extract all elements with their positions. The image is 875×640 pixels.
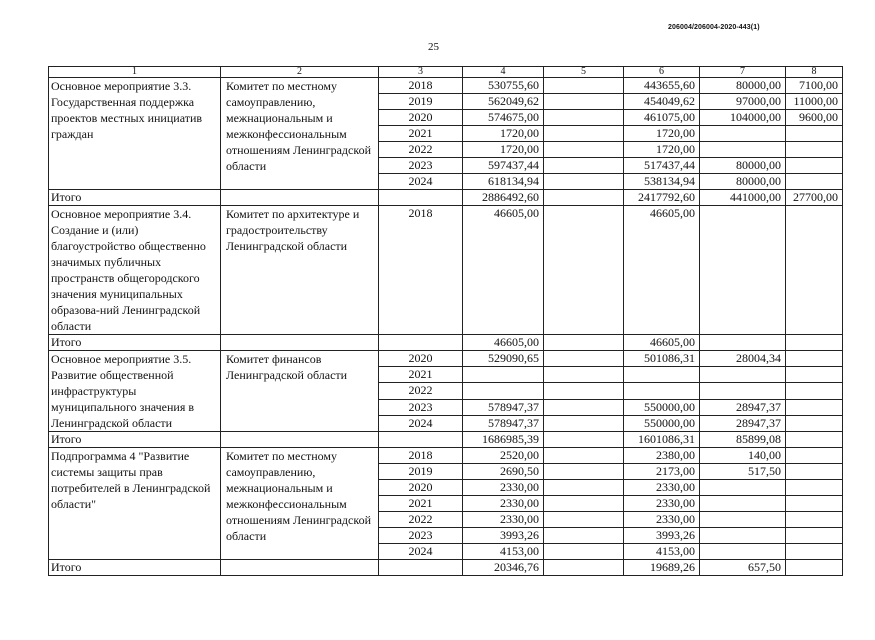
federal-budget-cell bbox=[544, 126, 624, 142]
year-cell: 2021 bbox=[379, 496, 463, 512]
regional-budget-cell: 461075,00 bbox=[624, 110, 700, 126]
federal-budget-cell bbox=[544, 560, 624, 576]
regional-budget-cell: 4153,00 bbox=[624, 544, 700, 560]
local-budget-cell: 657,50 bbox=[700, 560, 786, 576]
total-amount-cell: 530755,60 bbox=[463, 78, 544, 94]
page-number: 25 bbox=[428, 41, 439, 53]
total-amount-cell: 618134,94 bbox=[463, 174, 544, 190]
other-sources-cell bbox=[786, 174, 843, 190]
federal-budget-cell bbox=[544, 110, 624, 126]
column-header: 4 bbox=[463, 67, 544, 78]
local-budget-cell: 97000,00 bbox=[700, 94, 786, 110]
federal-budget-cell bbox=[544, 142, 624, 158]
local-budget-cell bbox=[700, 480, 786, 496]
year-cell: 2020 bbox=[379, 480, 463, 496]
other-sources-cell: 9600,00 bbox=[786, 110, 843, 126]
local-budget-cell: 85899,08 bbox=[700, 432, 786, 448]
year-cell: 2020 bbox=[379, 351, 463, 367]
local-budget-cell: 140,00 bbox=[700, 448, 786, 464]
total-label: Итого bbox=[49, 335, 221, 351]
total-label: Итого bbox=[49, 560, 221, 576]
federal-budget-cell bbox=[544, 399, 624, 415]
empty-cell bbox=[379, 560, 463, 576]
federal-budget-cell bbox=[544, 190, 624, 206]
year-cell: 2018 bbox=[379, 78, 463, 94]
other-sources-cell bbox=[786, 432, 843, 448]
other-sources-cell: 7100,00 bbox=[786, 78, 843, 94]
regional-budget-cell: 2330,00 bbox=[624, 480, 700, 496]
year-cell: 2023 bbox=[379, 399, 463, 415]
other-sources-cell bbox=[786, 512, 843, 528]
column-header: 7 bbox=[700, 67, 786, 78]
year-cell: 2019 bbox=[379, 94, 463, 110]
local-budget-cell: 517,50 bbox=[700, 464, 786, 480]
local-budget-cell: 104000,00 bbox=[700, 110, 786, 126]
total-amount-cell: 1720,00 bbox=[463, 142, 544, 158]
federal-budget-cell bbox=[544, 480, 624, 496]
table-row bbox=[49, 206, 843, 335]
regional-budget-cell bbox=[624, 367, 700, 383]
local-budget-cell: 441000,00 bbox=[700, 190, 786, 206]
activity-name: Основное мероприятие 3.3. Государственная поддержка проектов местных инициатив граждан bbox=[49, 78, 221, 190]
total-amount-cell: 2690,50 bbox=[463, 464, 544, 480]
year-cell: 2023 bbox=[379, 158, 463, 174]
regional-budget-cell: 2173,00 bbox=[624, 464, 700, 480]
total-amount-cell bbox=[463, 383, 544, 399]
federal-budget-cell bbox=[544, 367, 624, 383]
column-header: 1 bbox=[49, 67, 221, 78]
total-amount-cell: 597437,44 bbox=[463, 158, 544, 174]
total-amount-cell: 20346,76 bbox=[463, 560, 544, 576]
federal-budget-cell bbox=[544, 335, 624, 351]
other-sources-cell bbox=[786, 560, 843, 576]
federal-budget-cell bbox=[544, 383, 624, 399]
local-budget-cell: 28947,37 bbox=[700, 415, 786, 431]
other-sources-cell bbox=[786, 448, 843, 464]
total-row bbox=[49, 190, 843, 206]
federal-budget-cell bbox=[544, 158, 624, 174]
other-sources-cell bbox=[786, 544, 843, 560]
responsible-organization: Комитет финансов Ленинградской области bbox=[221, 351, 379, 432]
column-header: 8 bbox=[786, 67, 843, 78]
regional-budget-cell: 19689,26 bbox=[624, 560, 700, 576]
local-budget-cell bbox=[700, 383, 786, 399]
document-code: 206004/206004-2020-443(1) bbox=[668, 24, 760, 31]
responsible-organization: Комитет по местному самоуправлению, межнациональным и межконфессиональным отношениям Ленинградской области bbox=[221, 448, 379, 560]
local-budget-cell: 80000,00 bbox=[700, 158, 786, 174]
total-amount-cell: 578947,37 bbox=[463, 399, 544, 415]
regional-budget-cell: 1720,00 bbox=[624, 142, 700, 158]
local-budget-cell bbox=[700, 206, 786, 335]
federal-budget-cell bbox=[544, 544, 624, 560]
other-sources-cell bbox=[786, 528, 843, 544]
total-amount-cell: 46605,00 bbox=[463, 335, 544, 351]
total-amount-cell: 46605,00 bbox=[463, 206, 544, 335]
total-amount-cell: 2330,00 bbox=[463, 480, 544, 496]
local-budget-cell bbox=[700, 528, 786, 544]
federal-budget-cell bbox=[544, 206, 624, 335]
local-budget-cell bbox=[700, 142, 786, 158]
column-header: 3 bbox=[379, 67, 463, 78]
total-amount-cell: 4153,00 bbox=[463, 544, 544, 560]
regional-budget-cell: 2330,00 bbox=[624, 512, 700, 528]
year-cell: 2022 bbox=[379, 512, 463, 528]
total-amount-cell: 529090,65 bbox=[463, 351, 544, 367]
empty-cell bbox=[221, 560, 379, 576]
year-cell: 2021 bbox=[379, 367, 463, 383]
local-budget-cell: 80000,00 bbox=[700, 174, 786, 190]
regional-budget-cell: 2330,00 bbox=[624, 496, 700, 512]
federal-budget-cell bbox=[544, 528, 624, 544]
year-cell: 2022 bbox=[379, 142, 463, 158]
other-sources-cell bbox=[786, 158, 843, 174]
year-cell: 2022 bbox=[379, 383, 463, 399]
regional-budget-cell: 443655,60 bbox=[624, 78, 700, 94]
regional-budget-cell: 1601086,31 bbox=[624, 432, 700, 448]
regional-budget-cell bbox=[624, 383, 700, 399]
local-budget-cell: 28004,34 bbox=[700, 351, 786, 367]
year-cell: 2018 bbox=[379, 206, 463, 335]
total-row bbox=[49, 335, 843, 351]
other-sources-cell bbox=[786, 126, 843, 142]
column-header: 6 bbox=[624, 67, 700, 78]
local-budget-cell bbox=[700, 512, 786, 528]
other-sources-cell bbox=[786, 464, 843, 480]
federal-budget-cell bbox=[544, 94, 624, 110]
total-amount-cell: 2886492,60 bbox=[463, 190, 544, 206]
total-row bbox=[49, 560, 843, 576]
table-row bbox=[49, 448, 843, 464]
regional-budget-cell: 46605,00 bbox=[624, 206, 700, 335]
local-budget-cell bbox=[700, 367, 786, 383]
empty-cell bbox=[379, 432, 463, 448]
total-amount-cell: 2520,00 bbox=[463, 448, 544, 464]
regional-budget-cell: 1720,00 bbox=[624, 126, 700, 142]
other-sources-cell bbox=[786, 383, 843, 399]
federal-budget-cell bbox=[544, 351, 624, 367]
year-cell: 2024 bbox=[379, 415, 463, 431]
year-cell: 2023 bbox=[379, 528, 463, 544]
year-cell: 2018 bbox=[379, 448, 463, 464]
empty-cell bbox=[379, 190, 463, 206]
regional-budget-cell: 550000,00 bbox=[624, 415, 700, 431]
federal-budget-cell bbox=[544, 512, 624, 528]
total-label: Итого bbox=[49, 432, 221, 448]
other-sources-cell bbox=[786, 480, 843, 496]
local-budget-cell bbox=[700, 126, 786, 142]
other-sources-cell bbox=[786, 496, 843, 512]
local-budget-cell bbox=[700, 496, 786, 512]
empty-cell bbox=[221, 432, 379, 448]
regional-budget-cell: 2417792,60 bbox=[624, 190, 700, 206]
empty-cell bbox=[221, 335, 379, 351]
year-cell: 2024 bbox=[379, 174, 463, 190]
total-amount-cell: 578947,37 bbox=[463, 415, 544, 431]
regional-budget-cell: 46605,00 bbox=[624, 335, 700, 351]
responsible-organization: Комитет по местному самоуправлению, межнациональным и межконфессиональным отношениям Ленинградской области bbox=[221, 78, 379, 190]
column-header-row bbox=[49, 67, 843, 78]
local-budget-cell bbox=[700, 544, 786, 560]
budget-table bbox=[48, 66, 843, 576]
year-cell: 2020 bbox=[379, 110, 463, 126]
other-sources-cell bbox=[786, 142, 843, 158]
activity-name: Подпрограмма 4 "Развитие системы защиты прав потребителей в Ленинградской области" bbox=[49, 448, 221, 560]
local-budget-cell: 28947,37 bbox=[700, 399, 786, 415]
other-sources-cell: 27700,00 bbox=[786, 190, 843, 206]
table-row bbox=[49, 351, 843, 367]
column-header: 5 bbox=[544, 67, 624, 78]
federal-budget-cell bbox=[544, 432, 624, 448]
total-amount-cell: 562049,62 bbox=[463, 94, 544, 110]
regional-budget-cell: 550000,00 bbox=[624, 399, 700, 415]
empty-cell bbox=[221, 190, 379, 206]
other-sources-cell bbox=[786, 335, 843, 351]
federal-budget-cell bbox=[544, 78, 624, 94]
responsible-organization: Комитет по архитектуре и градостроительству Ленинградской области bbox=[221, 206, 379, 335]
other-sources-cell bbox=[786, 415, 843, 431]
total-amount-cell: 574675,00 bbox=[463, 110, 544, 126]
activity-name: Основное мероприятие 3.5. Развитие общественной инфраструктуры муниципального значения в Ленинградской области bbox=[49, 351, 221, 432]
total-row bbox=[49, 432, 843, 448]
local-budget-cell: 80000,00 bbox=[700, 78, 786, 94]
other-sources-cell bbox=[786, 351, 843, 367]
regional-budget-cell: 538134,94 bbox=[624, 174, 700, 190]
year-cell: 2021 bbox=[379, 126, 463, 142]
regional-budget-cell: 517437,44 bbox=[624, 158, 700, 174]
federal-budget-cell bbox=[544, 415, 624, 431]
total-amount-cell: 3993,26 bbox=[463, 528, 544, 544]
federal-budget-cell bbox=[544, 464, 624, 480]
total-amount-cell: 1686985,39 bbox=[463, 432, 544, 448]
other-sources-cell bbox=[786, 367, 843, 383]
regional-budget-cell: 3993,26 bbox=[624, 528, 700, 544]
federal-budget-cell bbox=[544, 448, 624, 464]
regional-budget-cell: 2380,00 bbox=[624, 448, 700, 464]
activity-name: Основное мероприятие 3.4. Создание и (или) благоустройство общественно значимых публичных пространств общегородского значения муниципальных образова-ний Ленинградской области bbox=[49, 206, 221, 335]
other-sources-cell bbox=[786, 399, 843, 415]
year-cell: 2019 bbox=[379, 464, 463, 480]
table-row bbox=[49, 78, 843, 94]
total-amount-cell bbox=[463, 367, 544, 383]
other-sources-cell bbox=[786, 206, 843, 335]
total-amount-cell: 1720,00 bbox=[463, 126, 544, 142]
total-amount-cell: 2330,00 bbox=[463, 512, 544, 528]
local-budget-cell bbox=[700, 335, 786, 351]
total-amount-cell: 2330,00 bbox=[463, 496, 544, 512]
federal-budget-cell bbox=[544, 496, 624, 512]
regional-budget-cell: 501086,31 bbox=[624, 351, 700, 367]
year-cell: 2024 bbox=[379, 544, 463, 560]
federal-budget-cell bbox=[544, 174, 624, 190]
column-header: 2 bbox=[221, 67, 379, 78]
regional-budget-cell: 454049,62 bbox=[624, 94, 700, 110]
total-label: Итого bbox=[49, 190, 221, 206]
empty-cell bbox=[379, 335, 463, 351]
other-sources-cell: 11000,00 bbox=[786, 94, 843, 110]
